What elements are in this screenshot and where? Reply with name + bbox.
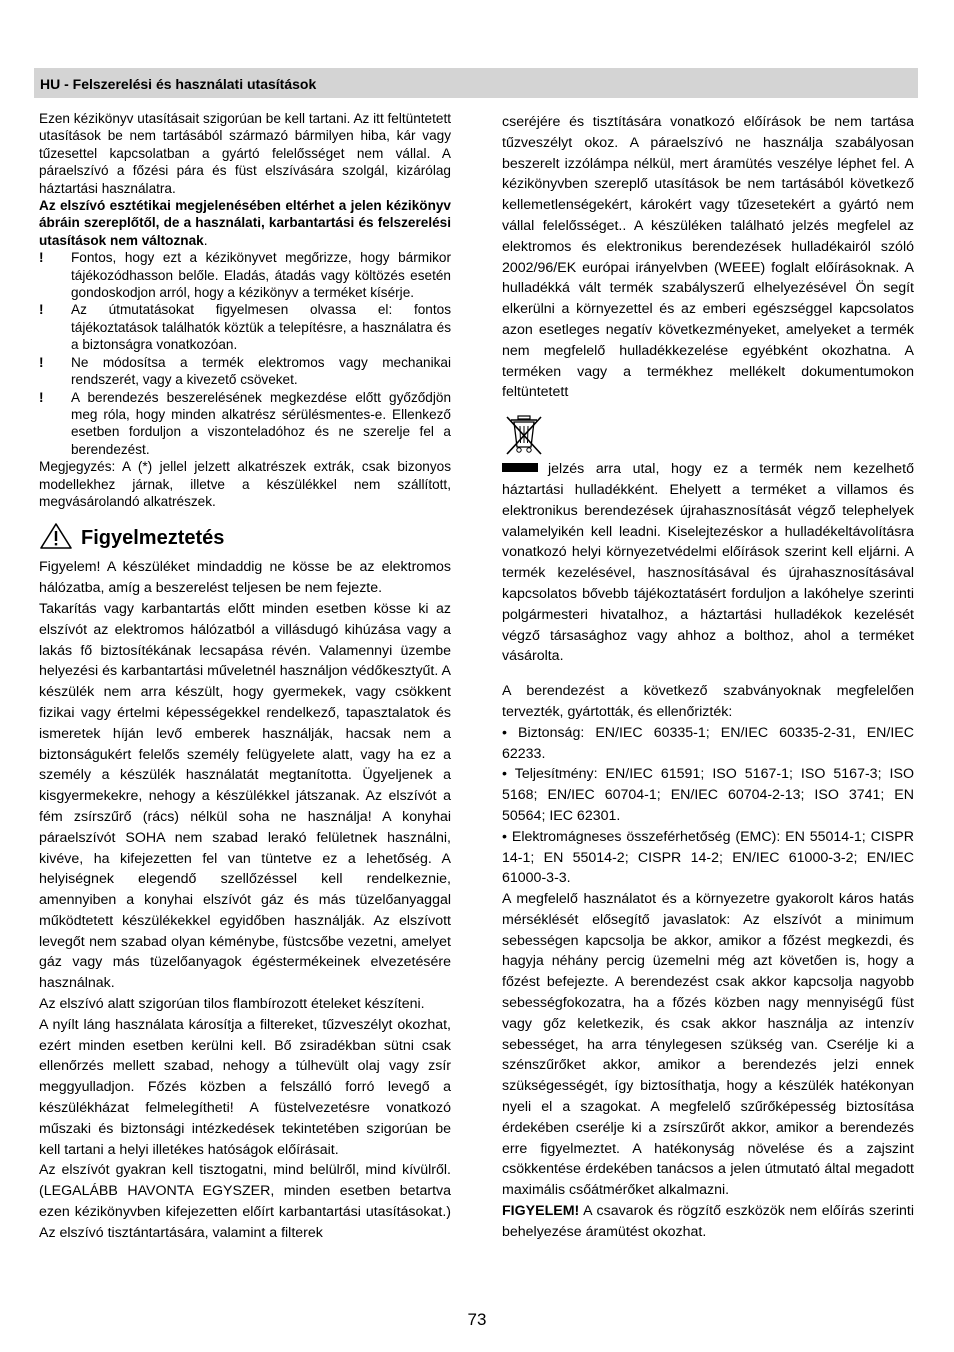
warning-paragraph: A nyílt láng használata károsítja a filtereket, tűzveszélyt okozhat, ezért minden esetben kerülni kell. Bő zsiradékban sütni csak ellenőrzés mellett szabad, nehogy a túlhevült olaj vagy zsír meggyulladjon. Főzés közben a felszálló forró levegő a készülékházat felmelegítheti! A füstelvezetésre vonatkozó műszaki és biztonsági intézkedések tekintetében szigorúan be kell tartani a helyi illetékes hatóságok előírásait. (39, 1016, 451, 1158)
bullet-text: Fontos, hogy ezt a kézikönyvet megőrizze, hogy bármikor tájékozódhasson belőle. Eladás, átadás vagy költözés esetén gondoskodjon arról, hogy a kézikönyv a terméket kísérje. (71, 250, 451, 301)
intro-paragraph: Ezen kézikönyv utasításait szigorúan be kell tartani. Az itt feltüntetett utasítások be nem tartásából származó bármilyen hiba, kár vagy tűzesettel kapcsolatban a gyártó felelősséget nem vállal. A páraelszívó a főzési pára és füst elszívására szolgál, kizárólag háztartási használatra. (39, 111, 451, 196)
bullet-text: Az útmutatásokat figyelmesen olvassa el: fontos tájékoztatások találhatók köztük a telepítésre, a használatra és a biztonságra vonatkozóan. (71, 302, 451, 353)
bullet-item (39, 301, 451, 353)
weee-text: jelzés arra utal, hogy ez a termék nem kezelhető háztartási hulladékként. Ehelyett a terméket a villamos és elektronikus berendezések újrahasznosítását végző telephelyek valamelyikén kell leadni. Kiselejtezéskor a hulladékeltávolításra vonatkozó helyi környezetvédelmi előírások szerint kell eljárni. A termék kezelésével, hasznosításával és újrahasznosításával kapcsolatos bővebb tájékoztatásért forduljon a lakóhelye szerinti polgármesteri hivatalhoz, a háztartási hulladékok kezelését végző társasághoz vagy ahhoz a bolthoz, ahol a terméket vásárolta. (502, 461, 914, 665)
right-column (502, 112, 914, 1243)
extras-note: Megjegyzés: A (*) jellel jelzett alkatrészek extrák, csak bizonyos modellekhez járnak, illetve a készülékkel nem szállított, megvásárolandó alkatrészek. (39, 459, 451, 509)
warning-paragraph: Takarítás vagy karbantartás előtt minden esetben kösse ki az elszívót az elektromos hálózatból a villásdugó kihúzása vagy a lakás fő biztosítékának lecsapása révén. Valamennyi üzembe helyezési és karbantartási műveletnél használjon védőkesztyűt. A készülék nem arra készült, hogy gyermekek, vagy csökkent fizikai vagy értelmi képességekkel rendelkező, tapasztalatok és ismeretek híján levő emberek használják, hacsak nem a biztonságukért felelős személy felügyelete alatt, vagy ha ez a személy a készülék használatát megtanította. Ügyeljenek a kisgyermekekre, nehogy a készülékkel játszanak. Az elszívót a fém zsírszűrő (rács) nélkül soha ne használja! A konyhai páraelszívót SOHA nem szabad lerakó felületnek használni, kivéve, ha kifejezetten fel van tüntetve ez a lehetőség. A helyiségnek elegendő szellőzéssel kell rendelkeznie, amennyiben a konyhai elszívót gáz és más tüzelőanyaggal működtetett készülékekkel egyidőben használják. Az elszívott levegőt nem szabad olyan kéménybe, füstcsőbe vezetni, amelyet gáz vagy más tüzelőanyagok égéstermékeinek elvezetésére használnak. (39, 600, 451, 992)
weee-paragraph (502, 459, 914, 667)
exclamation-icon: ! (39, 302, 44, 318)
exclamation-icon: ! (39, 354, 44, 370)
warning-heading (39, 522, 451, 555)
section-header-bar (34, 68, 918, 98)
warning-title: Figyelmeztetés (81, 527, 225, 550)
warning-paragraph: Figyelem! A készüléket mindaddig ne kösse be az elektromos hálózatba, amíg a beszerelést teljesen be nem fejezte. (39, 559, 451, 597)
standard-item: • Teljesítmény: EN/IEC 61591; ISO 5167-1; ISO 5167-3; ISO 5168; EN/IEC 60704-1; EN/IEC 60704-2-13; ISO 3741; EN 50564; IEC 62301. (502, 766, 914, 824)
page-number: 73 (467, 1310, 487, 1329)
final-warning (502, 1201, 914, 1243)
continuation-paragraph: cseréjére és tisztítására vonatkozó előírások be nem tartása tűzveszélyt okoz. A páraelszívó ne használja szabályosan beszerelt izzólámpa nélkül, mert áramütés veszélye léphet fel. A kézikönyvben szereplő utasítások be nem tartásából következő kellemetlenségekért, károkért vagy tűzesetekért a gyártó nem vállal felelősséget.. A készüléken található jelzés megfelel az elektromos és elektronikus berendezések hulladékairól szóló 2002/96/EK európai irányelvben (WEEE) foglalt előírásoknak. A hulladékká vált termék szabályszerű elhelyezésével Ön segít elkerülni a környezettel és az emberi egészséggel kapcsolatos azon esetleges negatív következményeket, amelyeket a termék nem megfelelő hulladékkezelése egyébként okozhatna. A terméken vagy a termékhez mellékelt dokumentumokon feltüntetett (502, 114, 914, 401)
bullet-text: Ne módosítsa a termék elektromos vagy mechanikai rendszerét, vagy a kivezető csöveket. (71, 354, 451, 388)
bullet-item (39, 389, 451, 459)
section-title: HU - Felszerelési és használati utasítások (40, 76, 317, 92)
standard-item: • Biztonság: EN/IEC 60335-1; EN/IEC 60335-2-31, EN/IEC 62233. (502, 724, 914, 762)
warning-triangle-icon (39, 522, 73, 555)
aesthetic-note-end: . (203, 232, 208, 248)
final-warning-label: FIGYELEM! (502, 1203, 580, 1220)
warning-paragraph: Az elszívó alatt szigorúan tilos flambírozott ételeket készíteni. (39, 996, 425, 1013)
standards-intro: A berendezést a következő szabványoknak megfelelően tervezték, gyártották, és ellenőrizték: (502, 683, 914, 720)
exclamation-icon: ! (39, 389, 44, 405)
eco-paragraph: A megfelelő használatot és a környezetre gyakorolt káros hatás mérséklését elősegítő javaslatok: Az elszívót a minimum sebességen kapcsolja be akkor, amikor a főzést megkezdi, és hagyja néhány percig üzemelni még azt követően is, hogy a főzést befejezte. A berendezést csak akkor kapcsolja nagyobb sebességfokozatra, ha a főzés közben nagy mennyiségű füst vagy gőz keletkezik, és csak akkor használja az intenzív sebességet, ha arra ténylegesen szükség van. Cserélje ki a szénszűrőket akkor, amikor a berendezés jelzi ennek szükségességét, így biztosíthatja, hogy a készülék hatékonyan nyeli el a szagokat. A megfelelő szűrőképesség biztosítása érdekében cserélje ki a zsírszűrőt akkor, amikor a berendezés erre figyelmeztet. A hatékonyság növelése és a zajszint csökkentése érdekében tanácsos a jelen útmutató által megadott maximális csőátmérőket alkalmazni. (502, 891, 914, 1199)
spacer (502, 667, 914, 681)
aesthetic-note (39, 197, 451, 249)
final-warning-text: A csavarok és rögzítő eszközök nem előírás szerinti behelyezése áramütést okozhat. (502, 1203, 914, 1240)
aesthetic-note-text: Az elszívó esztétikai megjelenésében eltérhet a jelen kézikönyv ábráin szereplőtől, de a használati, karbantartási és felszerelési utasítások nem változnak (39, 198, 451, 248)
standard-item: • Elektromágneses összeférhetőség (EMC): EN 55014-1; CISPR 14-1; EN 55014-2; CISPR 14-2; EN/IEC 61000-3-2; EN/IEC 61000-3-3. (502, 828, 914, 887)
left-column (39, 110, 451, 1244)
bullet-text: A berendezés beszerelésének megkezdése előtt győződjön meg róla, hogy minden alkatrész sérülésmentes-e. Ellenkező esetben forduljon a viszonteladóhoz és ne szerelje fel a berendezést. (71, 389, 451, 457)
bullet-item (39, 249, 451, 301)
weee-bar-icon (502, 463, 538, 472)
bullet-item (39, 354, 451, 389)
crossed-bin-icon (502, 413, 546, 457)
exclamation-icon: ! (39, 250, 44, 266)
warning-paragraph: Az elszívót gyakran kell tisztogatni, mind belülről, mind kívülről. (LEGALÁBB HAVONTA EGYSZER, minden esetben betartva ezen kézikönyvben kifejezetten előírt karbantartási utasításokat.) Az elszívó tisztántartására, valamint a filterek (39, 1162, 451, 1241)
